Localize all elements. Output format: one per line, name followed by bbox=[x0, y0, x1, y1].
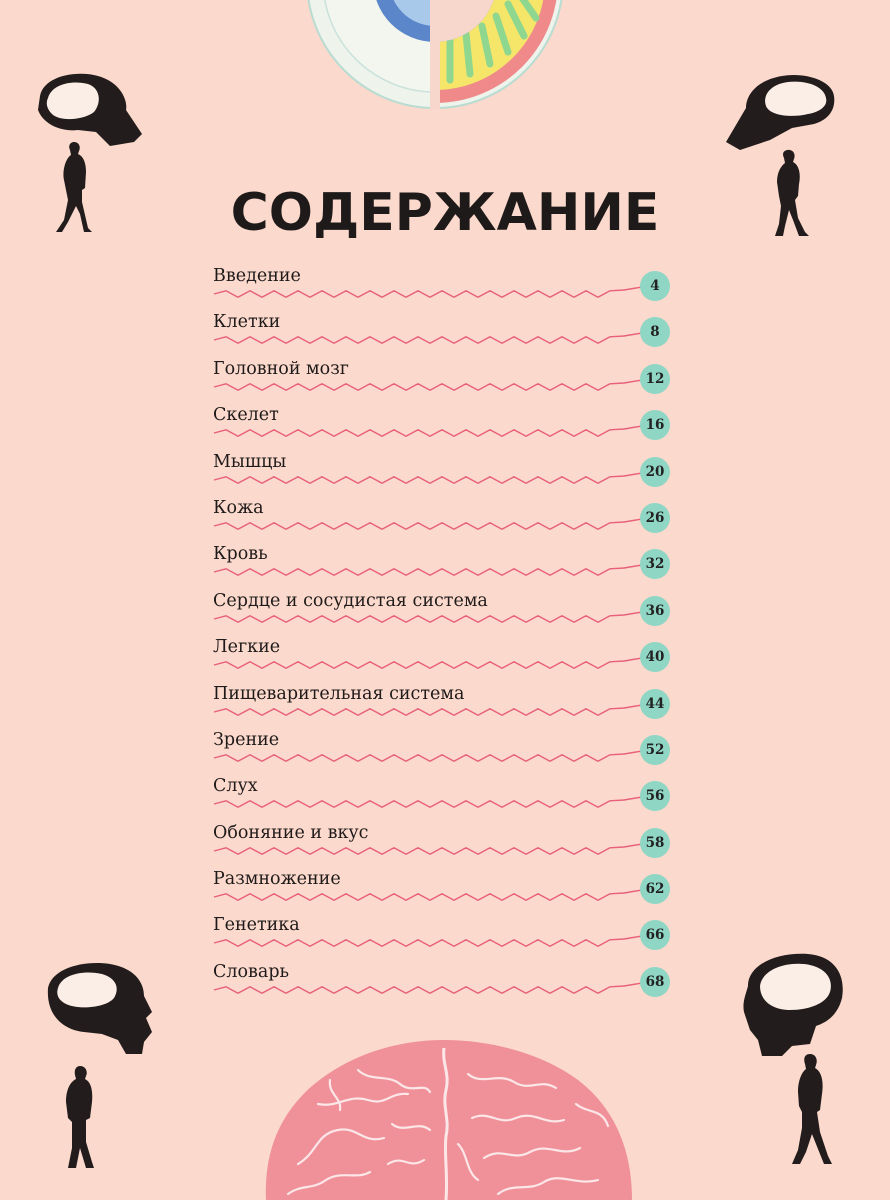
toc-entry[interactable] bbox=[212, 587, 682, 633]
toc-entry[interactable] bbox=[212, 819, 682, 865]
page-number-badge: 20 bbox=[640, 457, 670, 487]
skull-silhouette-icon bbox=[738, 952, 848, 1060]
zigzag-leader-line bbox=[212, 605, 682, 631]
page-number-badge: 4 bbox=[640, 271, 670, 301]
toc-entry[interactable] bbox=[212, 355, 682, 401]
toc-entry[interactable] bbox=[212, 911, 682, 957]
toc-entry-label: Мышцы bbox=[213, 451, 287, 472]
toc-entry-label: Размножение bbox=[213, 869, 341, 890]
page-number-badge: 12 bbox=[640, 364, 670, 394]
toc-entry[interactable] bbox=[212, 680, 682, 726]
page-number-badge: 8 bbox=[640, 317, 670, 347]
toc-entry[interactable] bbox=[212, 865, 682, 911]
toc-entry-label: Кровь bbox=[213, 544, 268, 565]
page-number-badge: 66 bbox=[640, 920, 670, 950]
toc-entry[interactable] bbox=[212, 633, 682, 679]
toc-entry[interactable] bbox=[212, 726, 682, 772]
toc-entry[interactable] bbox=[212, 958, 682, 1004]
zigzag-leader-line bbox=[212, 326, 682, 352]
eye-cross-section-icon bbox=[300, 0, 570, 110]
toc-entry[interactable] bbox=[212, 540, 682, 586]
toc-entry-label: Легкие bbox=[213, 637, 281, 658]
toc-entry-label: Зрение bbox=[213, 729, 280, 750]
skull-silhouette-icon bbox=[722, 72, 842, 156]
zigzag-leader-line bbox=[212, 651, 682, 677]
toc-entry-label: Сердце и сосудистая система bbox=[213, 590, 488, 611]
toc-entry-label: Пищеварительная система bbox=[213, 683, 465, 704]
brain-illustration-icon bbox=[258, 1034, 638, 1200]
page-number-badge: 36 bbox=[640, 596, 670, 626]
zigzag-leader-line bbox=[212, 419, 682, 445]
zigzag-leader-line bbox=[212, 929, 682, 955]
toc-entry-label: Генетика bbox=[213, 915, 300, 936]
page-number-badge: 68 bbox=[640, 967, 670, 997]
toc-entry-label: Кожа bbox=[213, 497, 264, 518]
page-number-badge: 44 bbox=[640, 689, 670, 719]
walking-person-icon bbox=[784, 1052, 838, 1168]
zigzag-leader-line bbox=[212, 280, 682, 306]
page-number-badge: 52 bbox=[640, 735, 670, 765]
page-number-badge: 56 bbox=[640, 781, 670, 811]
toc-entry-label: Словарь bbox=[213, 961, 290, 982]
toc-entry-label: Головной мозг bbox=[213, 358, 349, 379]
toc-entry[interactable] bbox=[212, 262, 682, 308]
zigzag-leader-line bbox=[212, 512, 682, 538]
zigzag-leader-line bbox=[212, 373, 682, 399]
toc-entry-label: Клетки bbox=[213, 312, 281, 333]
toc-entry[interactable] bbox=[212, 448, 682, 494]
table-of-contents bbox=[212, 262, 682, 1004]
page-number-badge: 58 bbox=[640, 828, 670, 858]
zigzag-leader-line bbox=[212, 558, 682, 584]
zigzag-leader-line bbox=[212, 698, 682, 724]
toc-entry-label: Введение bbox=[213, 266, 301, 286]
toc-entry-label: Скелет bbox=[213, 405, 279, 426]
skull-silhouette-icon bbox=[30, 70, 150, 150]
standing-person-icon bbox=[58, 1064, 102, 1170]
zigzag-leader-line bbox=[212, 883, 682, 909]
zigzag-leader-line bbox=[212, 976, 682, 1002]
page-number-badge: 16 bbox=[640, 410, 670, 440]
toc-entry[interactable] bbox=[212, 308, 682, 354]
page-number-badge: 26 bbox=[640, 503, 670, 533]
page-number-badge: 40 bbox=[640, 642, 670, 672]
toc-entry-label: Обоняние и вкус bbox=[213, 822, 369, 843]
skull-silhouette-icon bbox=[40, 958, 160, 1058]
zigzag-leader-line bbox=[212, 466, 682, 492]
zigzag-leader-line bbox=[212, 790, 682, 816]
zigzag-leader-line bbox=[212, 744, 682, 770]
page-number-badge: 62 bbox=[640, 874, 670, 904]
toc-entry-label: Слух bbox=[213, 776, 258, 797]
toc-entry[interactable] bbox=[212, 772, 682, 818]
page-title: СОДЕРЖАНИЕ bbox=[230, 182, 660, 243]
zigzag-leader-line bbox=[212, 837, 682, 863]
toc-entry[interactable] bbox=[212, 401, 682, 447]
page-number-badge: 32 bbox=[640, 549, 670, 579]
toc-entry[interactable] bbox=[212, 494, 682, 540]
